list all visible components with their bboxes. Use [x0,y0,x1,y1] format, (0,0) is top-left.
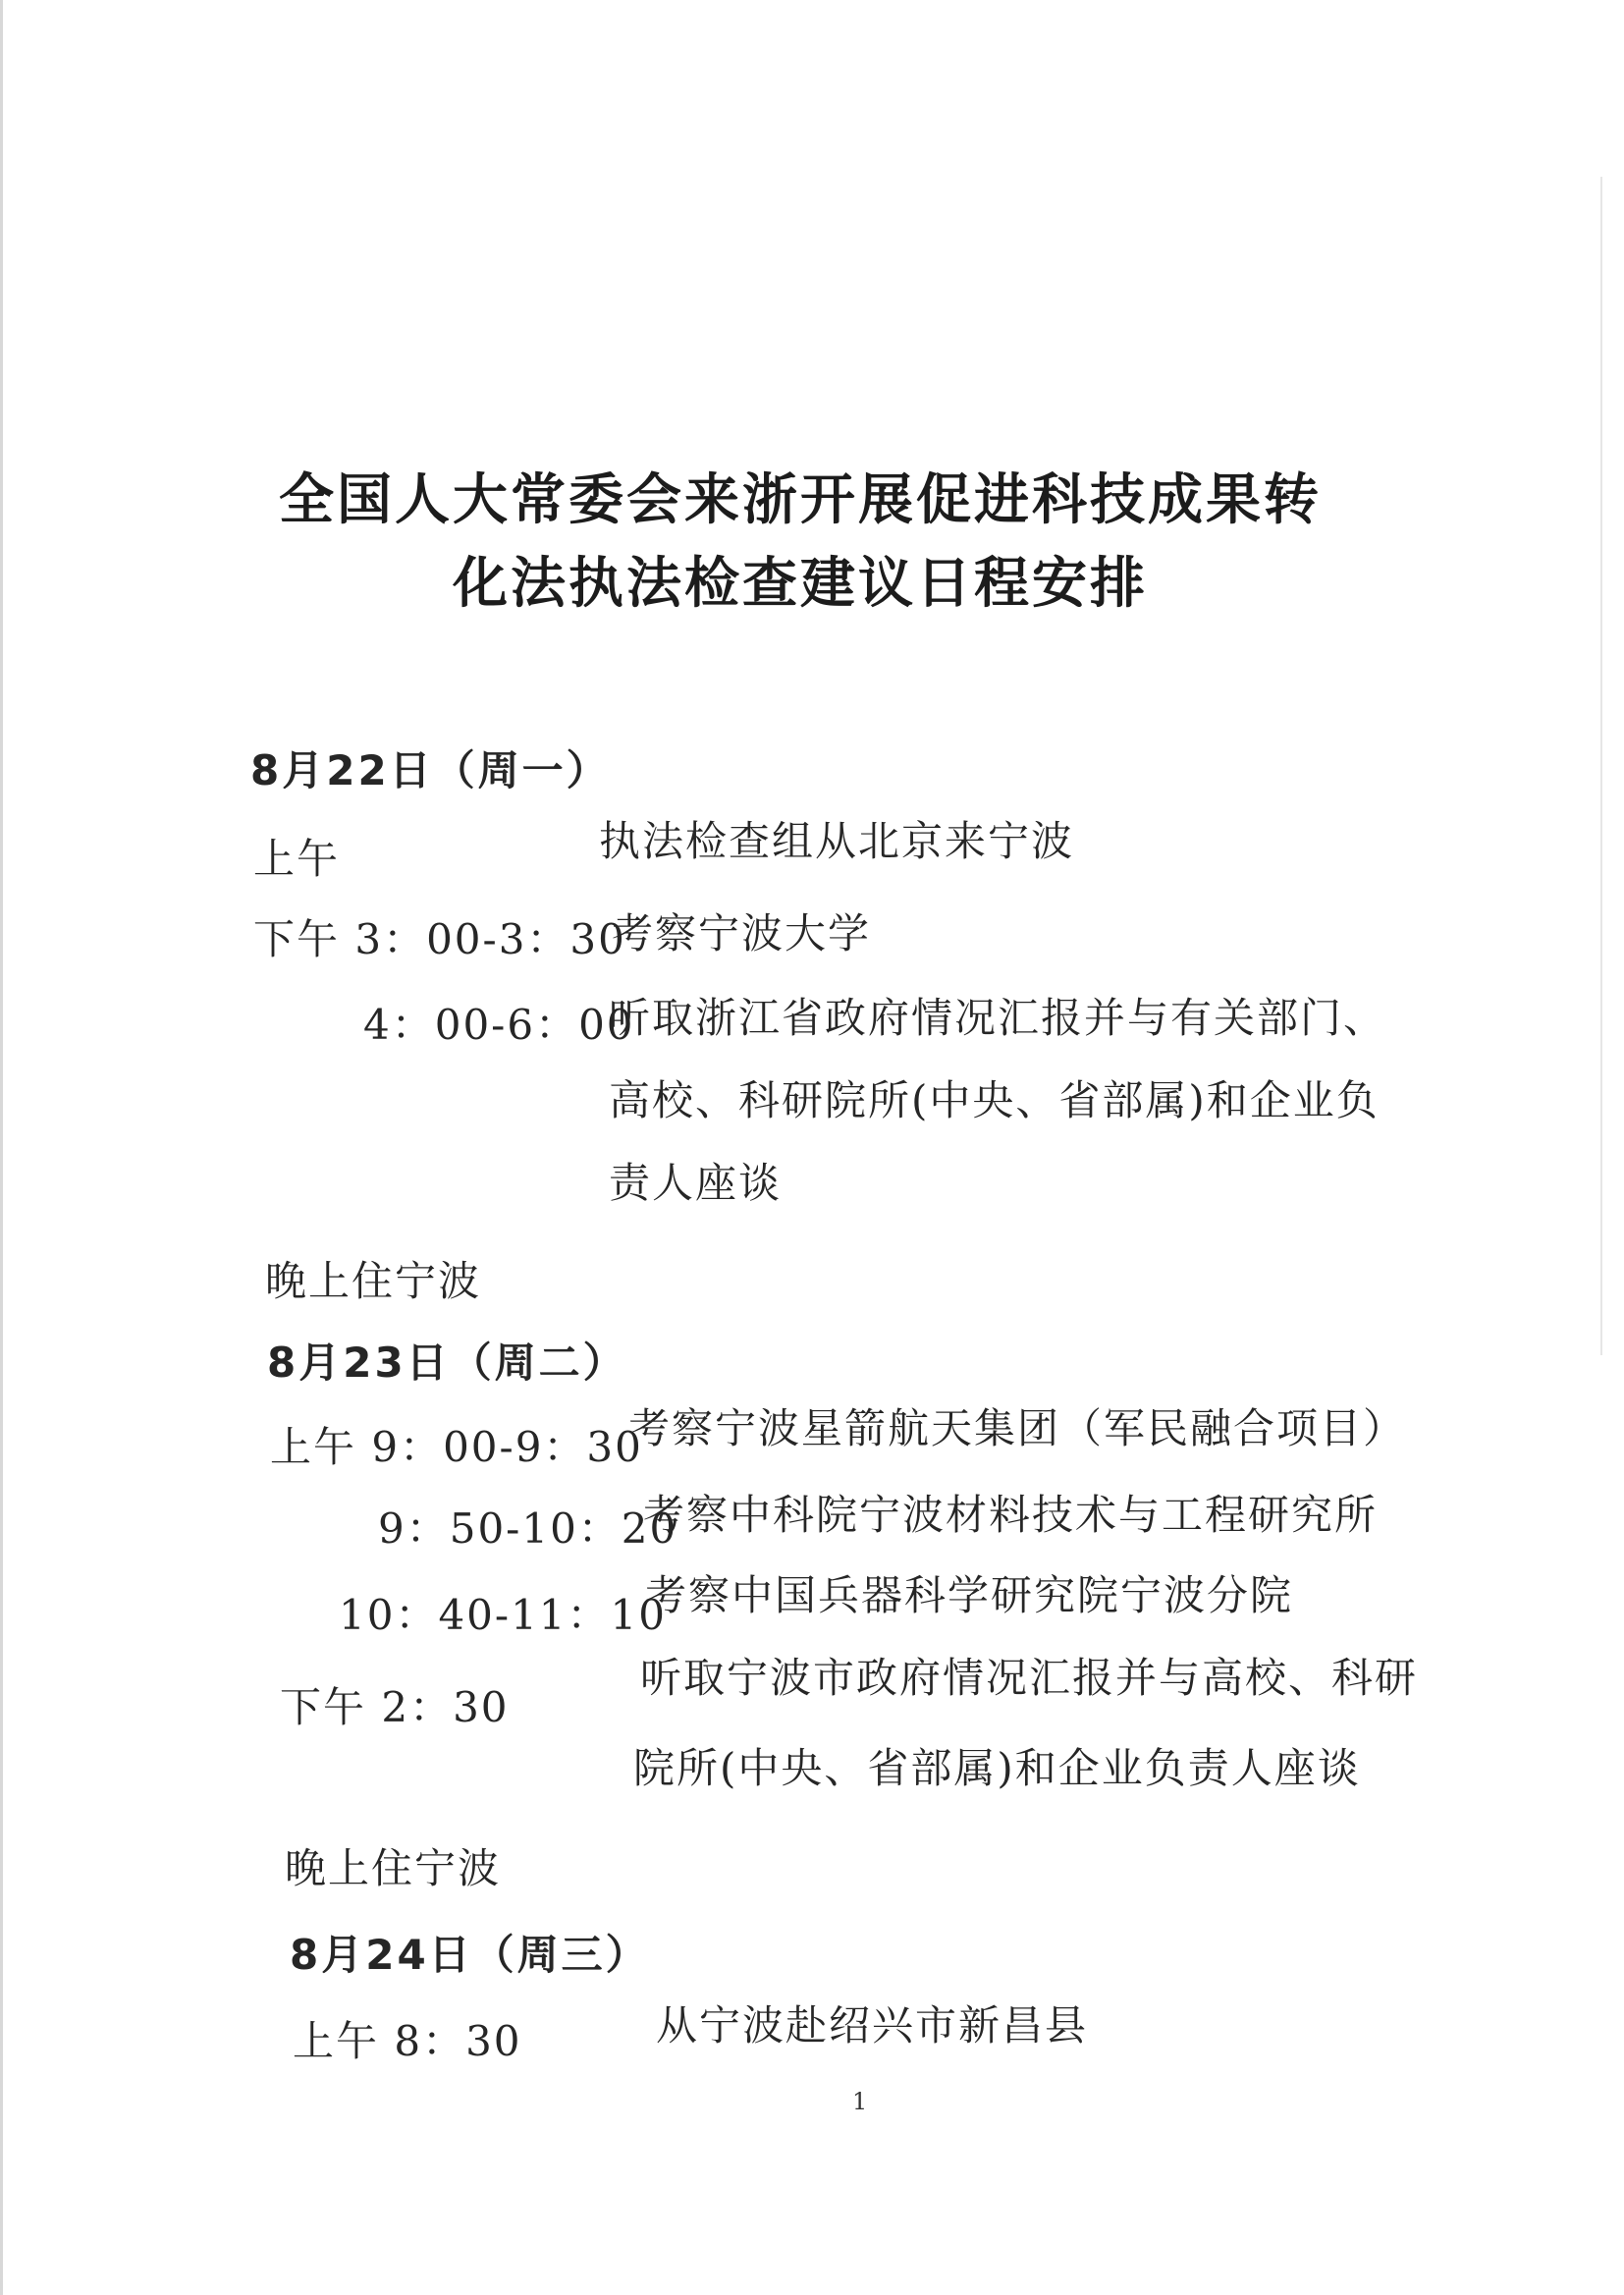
day-2-entry-4-activity-line-2: 院所(中央、省部属)和企业负责人座谈 [633,1744,1361,1792]
day-2-entry-3-time: 10：40-11：10 [339,1591,667,1639]
scan-right-edge [1600,177,1602,1355]
day-2-entry-2-time: 9：50-10：20 [378,1504,678,1553]
day-2-date: 8月23日（周二） [267,1339,627,1387]
day-1-entry-3-activity-line-2: 高校、科研院所(中央、省部属)和企业负 [609,1076,1380,1124]
day-1-entry-3-activity-line-3: 责人座谈 [609,1159,783,1207]
day-3-date: 8月24日（周三） [290,1931,650,1979]
day-1-entry-2-activity: 考察宁波大学 [612,909,872,957]
day-2-entry-3-activity: 考察中国兵器科学研究院宁波分院 [645,1571,1294,1619]
day-1-entry-3-time: 4：00-6：00 [363,1001,635,1049]
day-1-entry-1-time: 上午 [253,835,341,883]
scan-left-edge [0,0,3,2295]
day-1-entry-1-activity: 执法检查组从北京来宁波 [599,817,1075,865]
day-2-entry-1-activity: 考察宁波星箭航天集团（军民融合项目） [628,1404,1407,1452]
day-2-night: 晚上住宁波 [285,1844,502,1892]
day-2-entry-4-activity-line-1: 听取宁波市政府情况汇报并与高校、科研 [640,1654,1419,1702]
day-2-entry-1-time: 上午 9：00-9：30 [270,1423,643,1471]
day-2-entry-4-time: 下午 2：30 [280,1683,510,1731]
document-title-line-1: 全国人大常委会来浙开展促进科技成果转 [279,468,1322,532]
day-1-date: 8月22日（周一） [250,746,611,794]
day-1-night: 晚上住宁波 [265,1257,482,1305]
day-1-entry-2-time: 下午 3：00-3：30 [253,915,626,963]
day-3-entry-1-time: 上午 8：30 [293,2017,522,2065]
document-title-line-2: 化法执法检查建议日程安排 [453,552,1148,616]
day-2-entry-2-activity: 考察中科院宁波材料技术与工程研究所 [643,1491,1379,1539]
page-number: 1 [852,2088,868,2115]
day-1-entry-3-activity-line-1: 听取浙江省政府情况汇报并与有关部门、 [609,994,1387,1042]
day-3-entry-1-activity: 从宁波赴绍兴市新昌县 [656,2001,1089,2049]
